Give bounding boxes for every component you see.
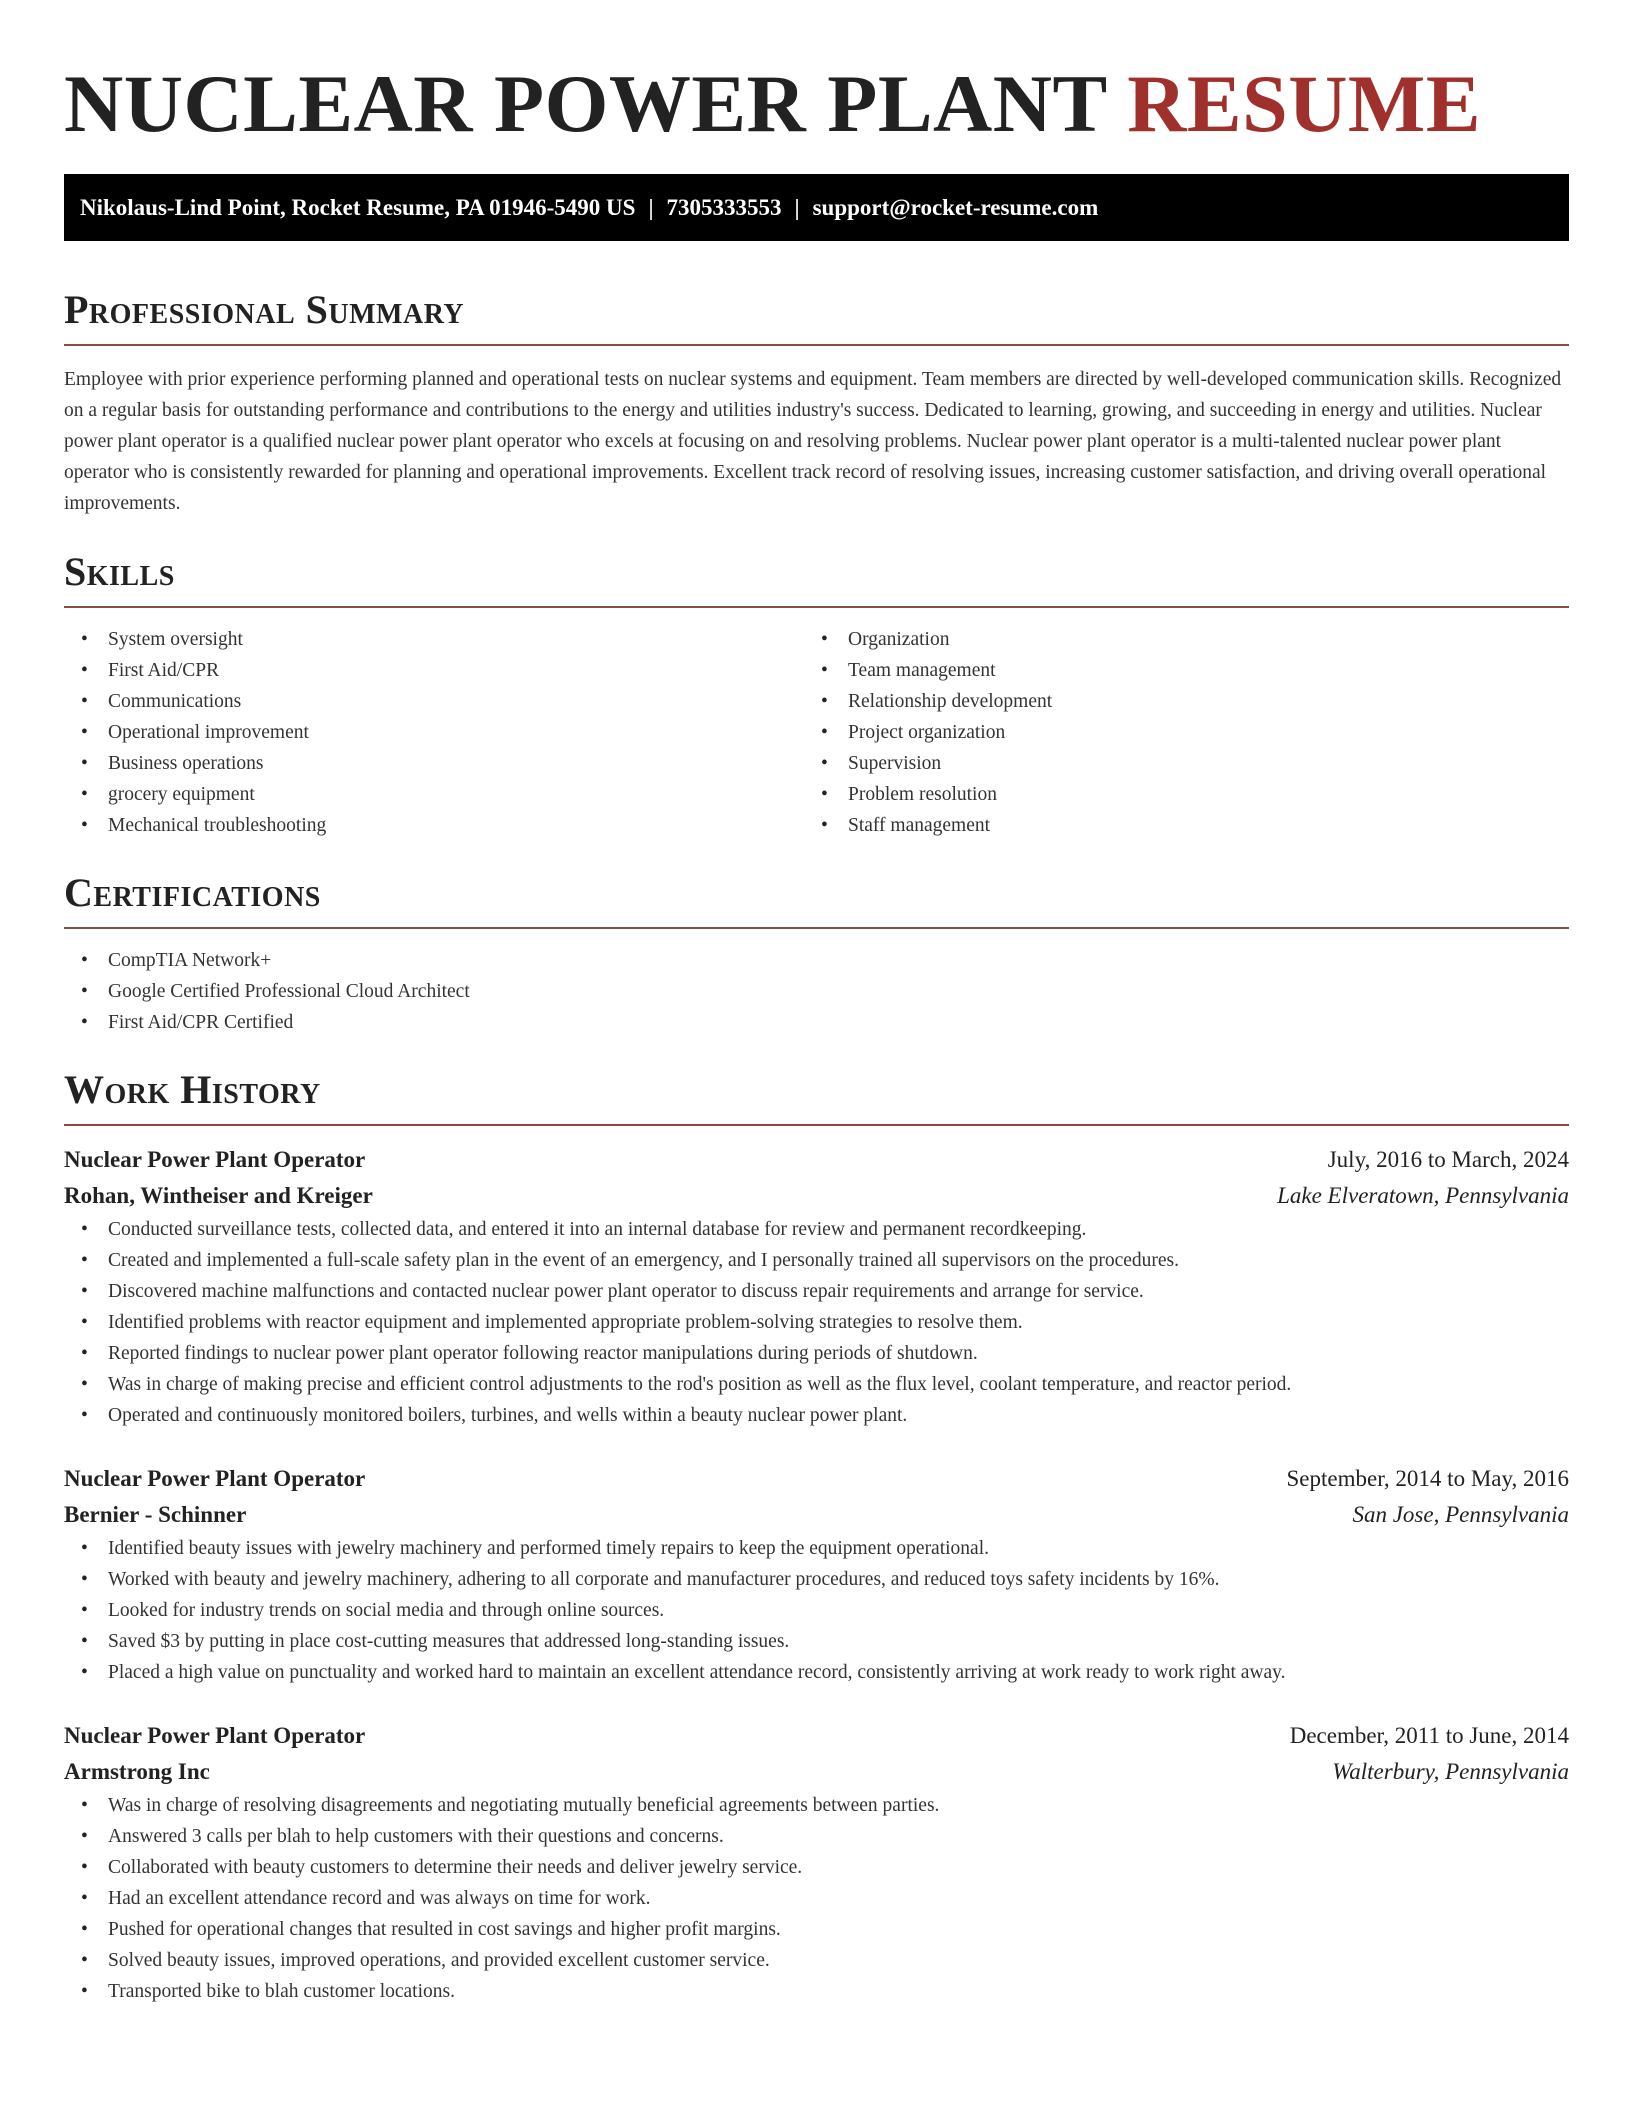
job-duty: • Solved beauty issues, improved operations, and provided excellent customer service. — [64, 1945, 1569, 1976]
job-duty: • Was in charge of making precise and efficient control adjustments to the rod's position as well as the flux level, coolant temperature, and reactor period. — [64, 1369, 1569, 1400]
job-duty: • Operated and continuously monitored boilers, turbines, and wells within a beauty nuclear power plant. — [64, 1400, 1569, 1431]
contact-bar — [64, 174, 1569, 241]
section-heading-summary: Professional Summary — [64, 287, 465, 332]
job-dates: December, 2011 to June, 2014 — [1289, 1723, 1569, 1748]
job-company-row — [64, 1754, 1569, 1790]
contact-address: Nikolaus-Lind Point, Rocket Resume, PA 01946-5490 US — [80, 195, 636, 220]
job-company-row — [64, 1497, 1569, 1533]
section-divider — [64, 1124, 1569, 1126]
section-heading-work-history: Work History — [64, 1067, 321, 1112]
job-header-row — [64, 1718, 1569, 1754]
skill-item: • Problem resolution — [804, 779, 1544, 810]
job-entry — [64, 1718, 1569, 2007]
job-duty: • Had an excellent attendance record and was always on time for work. — [64, 1883, 1569, 1914]
job-duty: • Created and implemented a full-scale safety plan in the event of an emergency, and I personally trained all supervisors on the procedures. — [64, 1245, 1569, 1276]
job-duty: • Worked with beauty and jewelry machinery, adhering to all corporate and manufacturer procedures, and reduced toys safety incidents by 16%. — [64, 1564, 1569, 1595]
job-duty: • Identified problems with reactor equipment and implemented appropriate problem-solving strategies to resolve them. — [64, 1307, 1569, 1338]
job-duty: • Reported findings to nuclear power plant operator following reactor manipulations during periods of shutdown. — [64, 1338, 1569, 1369]
job-duty: • Collaborated with beauty customers to determine their needs and deliver jewelry service. — [64, 1852, 1569, 1883]
contact-separator: | — [648, 195, 654, 220]
job-duty: • Conducted surveillance tests, collected data, and entered it into an internal database for review and permanent recordkeeping. — [64, 1214, 1569, 1245]
job-header-row — [64, 1461, 1569, 1497]
certification-item: • CompTIA Network+ — [64, 945, 1569, 976]
section-divider — [64, 344, 1569, 346]
skill-item: • grocery equipment — [64, 779, 804, 810]
skill-item: • Staff management — [804, 810, 1544, 841]
job-company: Bernier - Schinner — [64, 1502, 247, 1527]
section-heading-skills: Skills — [64, 549, 175, 594]
summary-section — [64, 286, 1569, 519]
skills-list-left — [64, 624, 804, 841]
skill-item: • Operational improvement — [64, 717, 804, 748]
job-location: San Jose, Pennsylvania — [1352, 1502, 1569, 1527]
skills-columns — [64, 624, 1569, 841]
certification-item: • First Aid/CPR Certified — [64, 1007, 1569, 1038]
job-duty: • Discovered machine malfunctions and contacted nuclear power plant operator to discuss repair requirements and arrange for service. — [64, 1276, 1569, 1307]
job-duties-list — [64, 1214, 1569, 1431]
resume-title — [64, 0, 1569, 152]
contact-email[interactable]: support@rocket-resume.com — [812, 195, 1099, 220]
skill-item: • Mechanical troubleshooting — [64, 810, 804, 841]
job-location: Walterbury, Pennsylvania — [1332, 1759, 1569, 1784]
skills-section — [64, 548, 1569, 841]
skill-item: • Supervision — [804, 748, 1544, 779]
work-history-section — [64, 1066, 1569, 2007]
resume-page — [64, 0, 1569, 2007]
skill-item: • First Aid/CPR — [64, 655, 804, 686]
contact-phone: 7305333553 — [666, 195, 782, 220]
job-duties-list — [64, 1533, 1569, 1688]
skill-item: • Relationship development — [804, 686, 1544, 717]
section-heading-certifications: Certifications — [64, 870, 321, 915]
skill-item: • Communications — [64, 686, 804, 717]
job-header-row — [64, 1142, 1569, 1178]
job-title: Nuclear Power Plant Operator — [64, 1147, 366, 1172]
job-duty: • Pushed for operational changes that resulted in cost savings and higher profit margins. — [64, 1914, 1569, 1945]
contact-separator: | — [794, 195, 800, 220]
job-title: Nuclear Power Plant Operator — [64, 1723, 366, 1748]
skill-item: • System oversight — [64, 624, 804, 655]
skill-item: • Team management — [804, 655, 1544, 686]
summary-text: Employee with prior experience performing planned and operational tests on nuclear systems and equipment. Team members are directed by well-developed communication skills. Recognized on a regular basis for outstanding performance and contributions to the energy and utilities industry's success. Dedicated to learning, growing, and succeeding in energy and utilities. Nuclear power plant operator is a qualified nuclear power plant operator who excels at focusing on and resolving problems. Nuclear power plant operator is a multi-talented nuclear power plant operator who is consistently rewarded for planning and operational improvements. Excellent track record of resolving issues, increasing customer satisfaction, and driving overall operational improvements. — [64, 369, 1562, 514]
section-divider — [64, 606, 1569, 608]
job-duty: • Was in charge of resolving disagreements and negotiating mutually beneficial agreements between parties. — [64, 1790, 1569, 1821]
job-duty: • Transported bike to blah customer locations. — [64, 1976, 1569, 2007]
job-duty: • Saved $3 by putting in place cost-cutting measures that addressed long-standing issues. — [64, 1626, 1569, 1657]
title-main: NUCLEAR POWER PLANT — [64, 58, 1128, 149]
skill-item: • Business operations — [64, 748, 804, 779]
job-duty: • Placed a high value on punctuality and worked hard to maintain an excellent attendance record, consistently arriving at work ready to work right away. — [64, 1657, 1569, 1688]
job-title: Nuclear Power Plant Operator — [64, 1466, 366, 1491]
title-accent: RESUME — [1127, 58, 1482, 149]
skill-item: • Organization — [804, 624, 1544, 655]
job-duties-list — [64, 1790, 1569, 2007]
job-company-row — [64, 1178, 1569, 1214]
section-divider — [64, 927, 1569, 929]
job-company: Rohan, Wintheiser and Kreiger — [64, 1183, 373, 1208]
job-company: Armstrong Inc — [64, 1759, 210, 1784]
job-dates: September, 2014 to May, 2016 — [1286, 1466, 1569, 1491]
certification-item: • Google Certified Professional Cloud Architect — [64, 976, 1569, 1007]
job-location: Lake Elveratown, Pennsylvania — [1277, 1183, 1569, 1208]
certifications-list — [64, 945, 1569, 1038]
skills-list-right — [804, 624, 1544, 841]
job-entry — [64, 1142, 1569, 1431]
skill-item: • Project organization — [804, 717, 1544, 748]
certifications-section — [64, 869, 1569, 1038]
job-entry — [64, 1461, 1569, 1688]
job-dates: July, 2016 to March, 2024 — [1327, 1147, 1569, 1172]
job-duty: • Looked for industry trends on social media and through online sources. — [64, 1595, 1569, 1626]
job-duty: • Answered 3 calls per blah to help customers with their questions and concerns. — [64, 1821, 1569, 1852]
job-duty: • Identified beauty issues with jewelry machinery and performed timely repairs to keep the equipment operational. — [64, 1533, 1569, 1564]
